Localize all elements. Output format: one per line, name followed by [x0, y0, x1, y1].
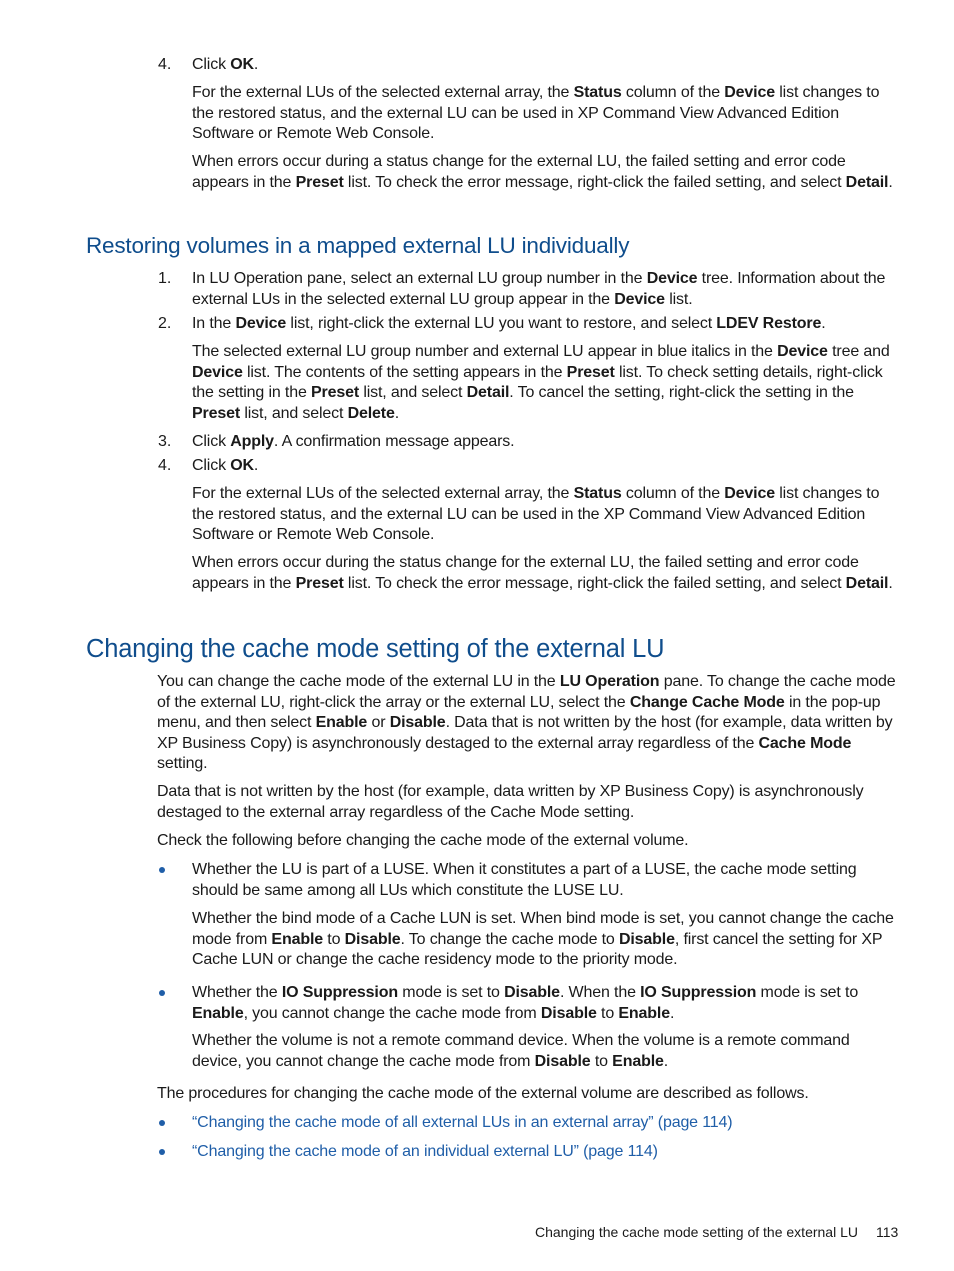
paragraph: You can change the cache mode of the external LU in the LU Operation pane. To change the cache mode of the external LU, right-click the array or the external LU, select the Change Cache Mode in the pop-up menu, and then select Enable or Disable. Data that is not written by the host (for example, data written by XP Business Copy) is asynchronously destaged to the external array regardless of the Cache Mode setting.	[157, 673, 896, 772]
cross-reference-link[interactable]: “Changing the cache mode of all external LUs in an external array” (page 114)	[192, 1114, 733, 1131]
paragraph: For the external LUs of the selected external array, the Status column of the Device list changes to the restored status, and the external LU can be used in XP Command View Advanced Edition Software or Remote Web Console.	[192, 84, 880, 142]
step-number: 1.	[158, 270, 172, 287]
step-number: 4.	[158, 457, 172, 474]
paragraph: Data that is not written by the host (for example, data written by XP Business Copy) is asynchronously destaged to the external array regardless of the Cache Mode setting.	[157, 783, 864, 821]
paragraph: When errors occur during a status change for the external LU, the failed setting and error code appears in the Preset list. To check the error message, right-click the failed setting, and select Detail.	[192, 153, 893, 191]
step-number: 4.	[158, 56, 172, 73]
bullet-text: Whether the IO Suppression mode is set to Disable. When the IO Suppression mode is set to Enable, you cannot change the cache mode from Disable to Enable.	[192, 984, 859, 1022]
footer-title: Changing the cache mode setting of the external LU	[535, 1224, 858, 1240]
bullet-icon	[158, 1119, 168, 1129]
cross-reference-link[interactable]: “Changing the cache mode of an individual external LU” (page 114)	[192, 1143, 658, 1160]
step-text: Click Apply. A confirmation message appears.	[192, 433, 515, 450]
step-text: In LU Operation pane, select an external LU group number in the Device tree. Information about the external LUs in the selected external LU group appear in the Device list.	[192, 270, 886, 308]
section-heading: Restoring volumes in a mapped external LU individually	[86, 233, 630, 258]
paragraph: Whether the volume is not a remote command device. When the volume is a remote command device, you cannot change the cache mode from Disable to Enable.	[192, 1032, 850, 1070]
step-number: 2.	[158, 315, 172, 332]
paragraph: Whether the bind mode of a Cache LUN is set. When bind mode is set, you cannot change the cache mode from Enable to Disable. To change the cache mode to Disable, first cancel the setting for XP Cache LUN or change the cache residency mode to the priority mode.	[192, 910, 894, 968]
step-number: 3.	[158, 433, 172, 450]
bullet-icon	[158, 989, 168, 999]
paragraph: The selected external LU group number and external LU appear in blue italics in the Device tree and Device list. The contents of the setting appears in the Preset list. To check setting details, right-click the setting in the Preset list, and select Detail. To cancel the setting, right-click the setting in the Preset list, and select Delete.	[192, 343, 890, 422]
bullet-text: Whether the LU is part of a LUSE. When it constitutes a part of a LUSE, the cache mode setting should be same among all LUs which constitute the LUSE LU.	[192, 861, 857, 899]
paragraph: For the external LUs of the selected external array, the Status column of the Device list changes to the restored status, and the external LU can be used in the XP Command View Advanced Edition Software or Remote Web Console.	[192, 485, 880, 543]
paragraph: The procedures for changing the cache mode of the external volume are described as follows.	[157, 1085, 809, 1102]
bullet-icon	[158, 1148, 168, 1158]
step-text: Click OK.	[192, 457, 259, 474]
paragraph: When errors occur during the status change for the external LU, the failed setting and error code appears in the Preset list. To check the error message, right-click the failed setting, and select Detail.	[192, 554, 893, 592]
bullet-icon	[158, 866, 168, 876]
step-text: Click OK.	[192, 56, 259, 73]
page-number: 113	[876, 1224, 899, 1240]
section-heading: Changing the cache mode setting of the external LU	[86, 635, 665, 663]
step-text: In the Device list, right-click the external LU you want to restore, and select LDEV Restore.	[192, 315, 826, 332]
paragraph: Check the following before changing the cache mode of the external volume.	[157, 832, 689, 849]
